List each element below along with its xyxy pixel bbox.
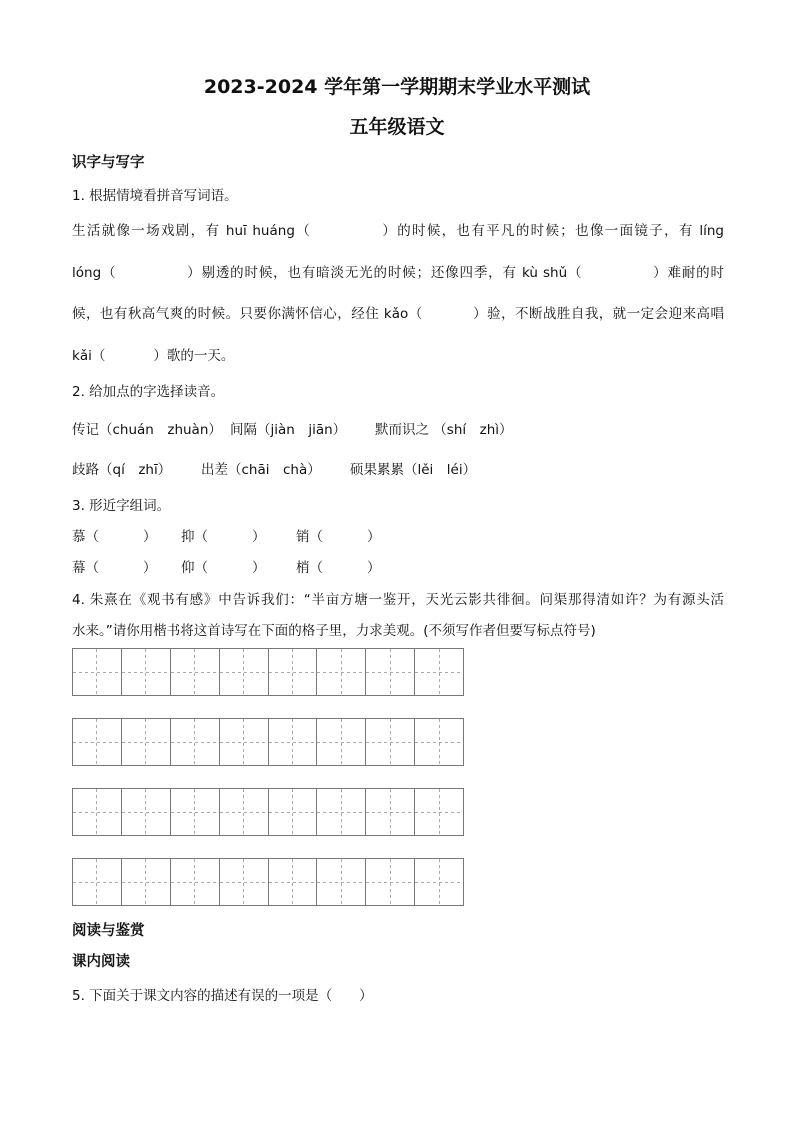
writing-cell[interactable] — [317, 789, 366, 835]
q2-item-4: 歧路（qí zhī） — [72, 462, 172, 478]
writing-cell[interactable] — [122, 649, 171, 695]
writing-cell[interactable] — [171, 649, 220, 695]
q3-char-shao: 梢（ ） — [296, 560, 381, 576]
q2-item-5: 出差（chāi chà） — [201, 462, 321, 478]
writing-cell[interactable] — [366, 649, 415, 695]
writing-cell[interactable] — [415, 719, 463, 765]
writing-cell[interactable] — [73, 649, 122, 695]
q3-char-mu1: 慕（ ） — [72, 529, 157, 545]
q2-item-2: 间隔（jiàn jiān） — [230, 422, 347, 438]
writing-cell[interactable] — [171, 789, 220, 835]
exam-subtitle: 五年级语文 — [349, 116, 445, 138]
writing-cell[interactable] — [220, 789, 269, 835]
writing-grid-row-3[interactable] — [72, 788, 464, 836]
writing-cell[interactable] — [415, 859, 463, 905]
writing-cell[interactable] — [171, 719, 220, 765]
writing-cell[interactable] — [220, 859, 269, 905]
question-5-prompt: 5. 下面关于课文内容的描述有误的一项是（ ） — [72, 988, 373, 1004]
question-1-prompt: 1. 根据情境看拼音写词语。 — [72, 188, 238, 204]
question-1-line-1: 生活就像一场戏剧，有 huī huáng（ ）的时候，也有平凡的时候；也像一面镜子，有 líng — [72, 223, 724, 239]
writing-cell[interactable] — [269, 719, 318, 765]
q2-item-3: 默而识之 （shí zhì） — [375, 422, 513, 438]
q3-char-yang: 仰（ ） — [181, 560, 266, 576]
question-4-line-2: 水来。”请你用楷书将这首诗写在下面的格子里，力求美观。(不须写作者但要写标点符号) — [72, 623, 596, 639]
writing-cell[interactable] — [73, 789, 122, 835]
writing-grid-row-4[interactable] — [72, 858, 464, 906]
question-1-line-3: 候，也有秋高气爽的时候。只要你满怀信心，经住 kǎo（ ）验，不断战胜自我，就一定会迎来高唱 — [72, 306, 724, 322]
writing-cell[interactable] — [122, 859, 171, 905]
writing-cell[interactable] — [317, 719, 366, 765]
writing-cell[interactable] — [171, 859, 220, 905]
writing-grid-row-1[interactable] — [72, 648, 464, 696]
writing-cell[interactable] — [122, 789, 171, 835]
writing-cell[interactable] — [415, 649, 463, 695]
writing-cell[interactable] — [415, 789, 463, 835]
question-1-line-2: lóng（ ）剔透的时候，也有暗淡无光的时候；还像四季，有 kù shǔ（ ）难耐的时 — [72, 265, 725, 281]
writing-cell[interactable] — [122, 719, 171, 765]
section-heading-in-class-reading: 课内阅读 — [72, 954, 130, 970]
writing-grid-row-2[interactable] — [72, 718, 464, 766]
q3-char-xiao: 销（ ） — [296, 529, 381, 545]
writing-cell[interactable] — [317, 859, 366, 905]
writing-cell[interactable] — [220, 719, 269, 765]
question-2-prompt: 2. 给加点的字选择读音。 — [72, 384, 225, 400]
writing-cell[interactable] — [366, 719, 415, 765]
section-heading-literacy: 识字与写字 — [72, 155, 145, 171]
exam-title: 2023-2024 学年第一学期期末学业水平测试 — [203, 76, 591, 98]
q2-item-6: 硕果累累（lěi léi） — [350, 462, 477, 478]
q2-item-1: 传记（chuán zhuàn） — [72, 422, 222, 438]
writing-cell[interactable] — [269, 859, 318, 905]
q3-char-mu2: 幕（ ） — [72, 560, 157, 576]
q3-char-yi: 抑（ ） — [181, 529, 266, 545]
writing-cell[interactable] — [317, 649, 366, 695]
writing-cell[interactable] — [366, 789, 415, 835]
question-1-line-4: kǎi（ ）歌的一天。 — [72, 348, 235, 364]
question-3-prompt: 3. 形近字组词。 — [72, 498, 171, 514]
writing-cell[interactable] — [269, 789, 318, 835]
writing-cell[interactable] — [73, 719, 122, 765]
writing-cell[interactable] — [220, 649, 269, 695]
writing-cell[interactable] — [269, 649, 318, 695]
question-4-line-1: 4. 朱熹在《观书有感》中告诉我们：“半亩方塘一鉴开，天光云影共徘徊。问渠那得清如许？为有源头活 — [72, 592, 724, 608]
writing-cell[interactable] — [366, 859, 415, 905]
writing-cell[interactable] — [73, 859, 122, 905]
section-heading-reading: 阅读与鉴赏 — [72, 923, 145, 939]
